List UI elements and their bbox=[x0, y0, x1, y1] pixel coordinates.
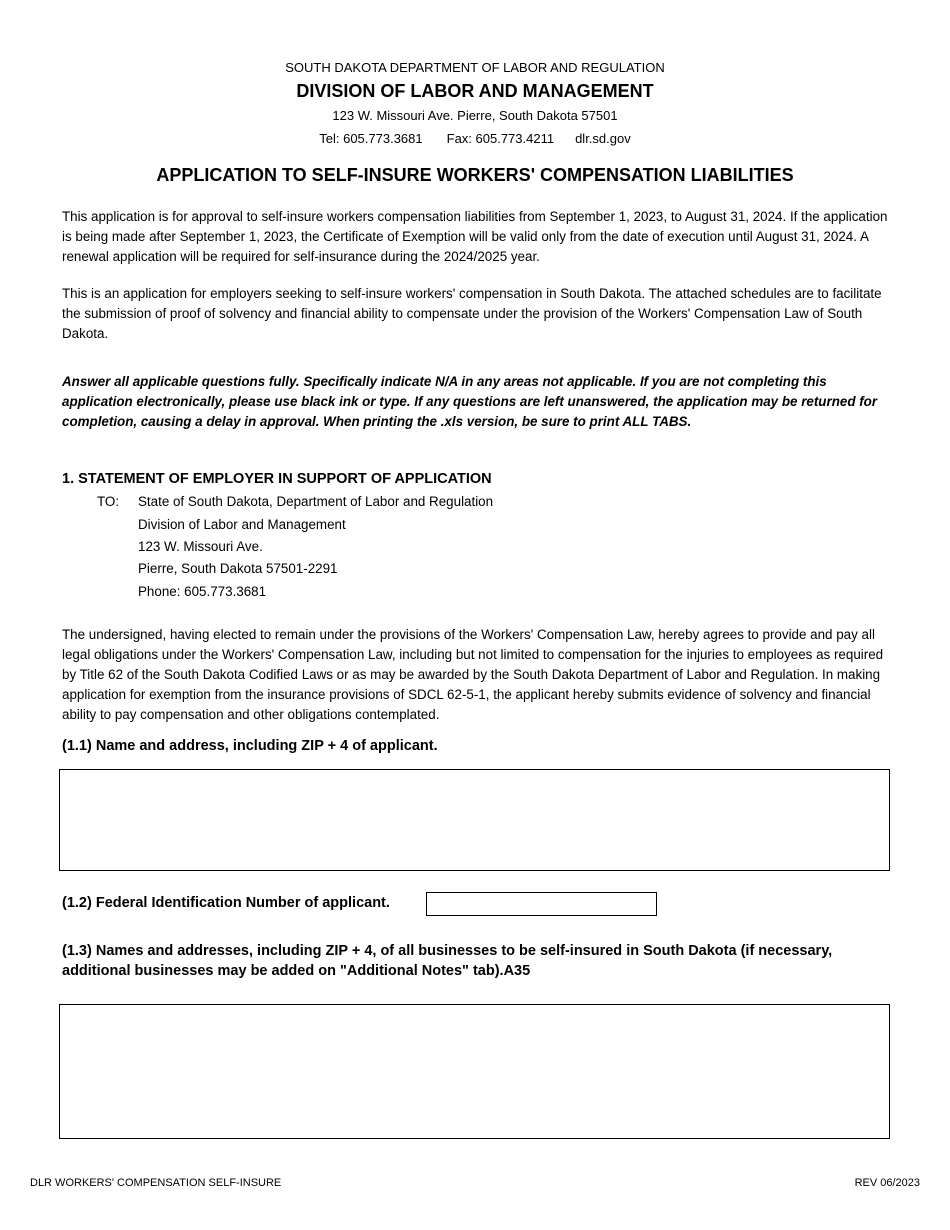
to-label: TO: bbox=[97, 494, 120, 509]
businesses-field[interactable] bbox=[59, 1004, 890, 1139]
question-1-3-label: (1.3) Names and addresses, including ZIP + 4, of all businesses to be self-insured in South Dakota (if necessary, additional businesses may be added on "Additional Notes" tab).A35 bbox=[62, 943, 833, 979]
intro-paragraph-2: This is an application for employers seeking to self-insure workers' compensation in South Dakota. The attached schedules are to facilitate the submission of proof of solvency and financial ability to compensate under the provision of the Workers' Compensation Law of South Dakota. bbox=[62, 286, 882, 341]
instructions-paragraph: Answer all applicable questions fully. Specifically indicate N/A in any areas not applicable. If you are not completing this application electronically, please use black ink or type. If any questions are left unanswered, the application may be returned for completion, causing a delay in approval. When printing the .xls version, be sure to print ALL TABS. bbox=[62, 374, 878, 429]
question-1-2-label: (1.2) Federal Identification Number of applicant. bbox=[62, 895, 390, 911]
to-line: Pierre, South Dakota 57501-2291 bbox=[138, 561, 338, 576]
to-line: Division of Labor and Management bbox=[138, 517, 346, 532]
page-title: APPLICATION TO SELF-INSURE WORKERS' COMPENSATION LIABILITIES bbox=[156, 165, 794, 185]
tel-number: Tel: 605.773.3681 bbox=[319, 131, 423, 146]
question-1-1-label: (1.1) Name and address, including ZIP + 4 of applicant. bbox=[62, 738, 438, 754]
footer-revision: REV 06/2023 bbox=[854, 1177, 920, 1189]
to-line: State of South Dakota, Department of Labor and Regulation bbox=[138, 494, 494, 509]
to-line: 123 W. Missouri Ave. bbox=[138, 539, 263, 554]
to-line: Phone: 605.773.3681 bbox=[138, 584, 267, 599]
fax-number: Fax: 605.773.4211 bbox=[446, 131, 555, 146]
federal-id-field[interactable] bbox=[426, 892, 657, 916]
website-link[interactable]: dlr.sd.gov bbox=[575, 131, 631, 146]
employer-statement: The undersigned, having elected to remain under the provisions of the Workers' Compensation Law, hereby agrees to provide and pay all legal obligations under the Workers' Compensation Law, including but not limited to compensation for the injuries to employees as required by Title 62 of the South Dakota Codified Laws or as may be awarded by the South Dakota Department of Labor and Regulation. In making application for exemption from the insurance provisions of SDCL 62-5-1, the applicant hereby submits evidence of solvency and financial ability to pay compensation and other obligations contemplated. bbox=[62, 627, 884, 722]
intro-paragraph-1: This application is for approval to self-insure workers compensation liabilities from September 1, 2023, to August 31, 2024. If the application is being made after September 1, 2023, the Certificate of Exemption will be valid only from the date of execution until August 31, 2024. A renewal application will be required for self-insurance during the 2024/2025 year. bbox=[62, 209, 888, 264]
division-name: DIVISION OF LABOR AND MANAGEMENT bbox=[296, 81, 654, 101]
contact-line bbox=[0, 131, 950, 146]
footer-form-name: DLR WORKERS' COMPENSATION SELF-INSURE bbox=[30, 1177, 282, 1189]
division-address: 123 W. Missouri Ave. Pierre, South Dakota 57501 bbox=[332, 108, 618, 123]
department-name: SOUTH DAKOTA DEPARTMENT OF LABOR AND REGULATION bbox=[285, 60, 665, 75]
section-1-heading: 1. STATEMENT OF EMPLOYER IN SUPPORT OF APPLICATION bbox=[62, 471, 492, 487]
applicant-name-address-field[interactable] bbox=[59, 769, 890, 871]
